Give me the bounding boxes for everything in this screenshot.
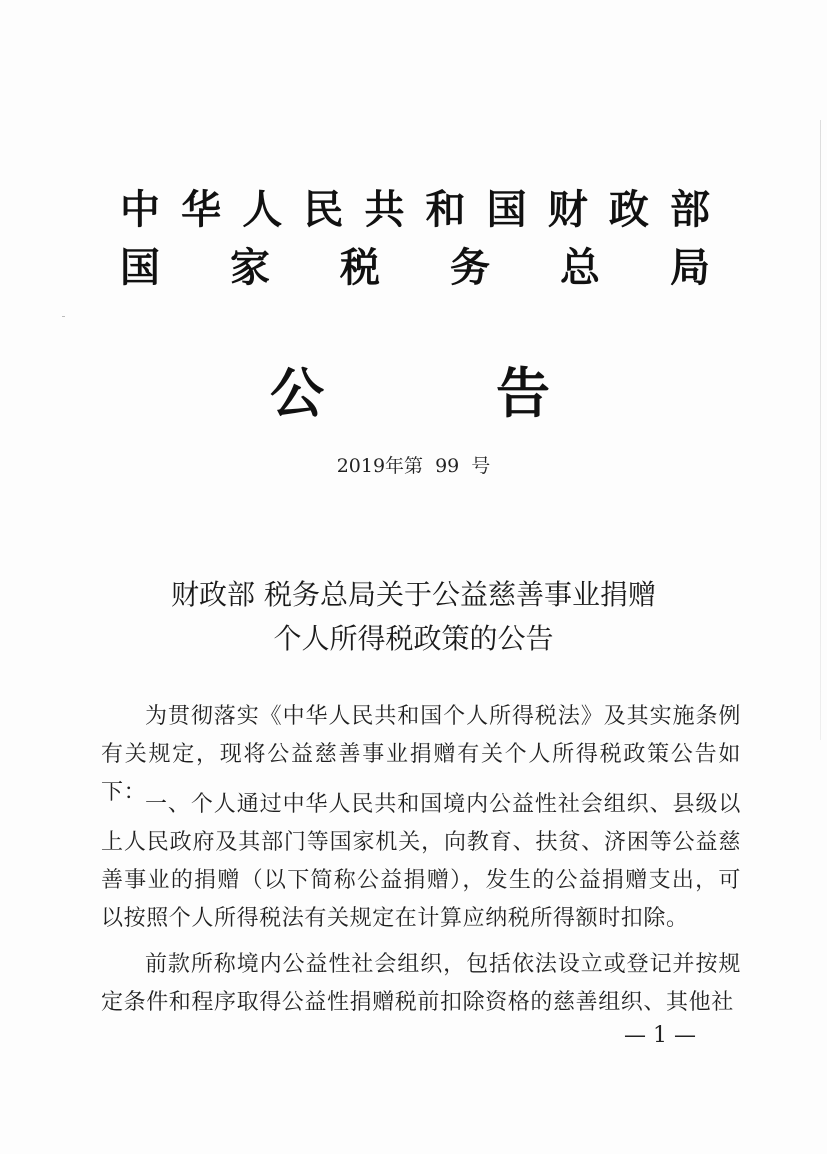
issuer-char: 家 <box>230 244 270 291</box>
issuer-char: 中 <box>120 186 160 233</box>
paragraph-text: 一、个人通过中华人民共和国境内公益性社会组织、县级以上人民政府及其部门等国家机关，向教育、扶贫、济困等公益慈善事业的捐赠（以下简称公益捐赠），发生的公益捐赠支出，可以按照个人所得税法有关规定在计算应纳税所得额时扣除。 <box>101 792 741 931</box>
issuer-char: 国 <box>486 186 527 233</box>
issuer-char: 财 <box>547 186 588 233</box>
issuer-char: 民 <box>303 186 344 233</box>
issuer-char: 务 <box>450 244 490 291</box>
body-paragraph-article-1 <box>101 786 741 938</box>
issuer-char: 部 <box>669 186 710 233</box>
page-number: — 1 — <box>624 1023 696 1048</box>
headline-line-2: 个人所得税政策的公告 <box>273 622 554 655</box>
issuer-char: 共 <box>364 186 405 233</box>
body-paragraph-definition <box>101 946 741 1022</box>
headline-line-1: 财政部 税务总局关于公益慈善事业捐赠 <box>171 578 656 611</box>
issuer-char: 国 <box>120 244 160 291</box>
issuer-char: 总 <box>560 244 600 291</box>
issuer-char: 税 <box>340 244 380 291</box>
issuer-char: 人 <box>242 186 283 233</box>
issuer-char: 局 <box>670 244 710 291</box>
paragraph-text: 前款所称境内公益性社会组织，包括依法设立或登记并按规定条件和程序取得公益性捐赠税前扣除资格的慈善组织、其他社 <box>101 952 741 1015</box>
issuer-char: 华 <box>181 186 222 233</box>
issuer-char: 政 <box>608 186 649 233</box>
paragraph-text: 为贯彻落实《中华人民共和国个人所得税法》及其实施条例有关规定，现将公益慈善事业捐赠有关个人所得税政策公告如下： <box>101 704 741 805</box>
notice-title-char: 告 <box>496 361 550 425</box>
issuer-line-tax-administration <box>120 243 710 293</box>
scan-speck <box>62 316 65 317</box>
issuer-char: 和 <box>425 186 466 233</box>
issuer-line-ministry-of-finance <box>120 185 710 235</box>
notice-title <box>270 360 550 426</box>
document-number: 2019年第 99 号 <box>336 455 491 477</box>
notice-title-char: 公 <box>270 361 324 425</box>
